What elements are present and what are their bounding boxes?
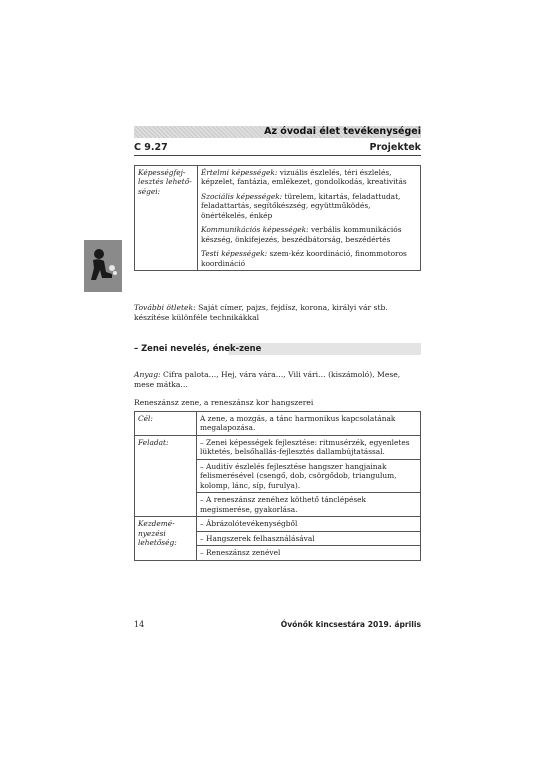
initiative-label: Kezdemé-nyezési lehetőség: (135, 517, 197, 560)
initiative-list (197, 517, 421, 560)
ability-item: Kommunikációs képességek: verbális kommunikációs készség, önkifejezés, beszédbátorság, beszédértés (201, 225, 402, 244)
renaissance-line: Reneszánsz zene, a reneszánsz kor hangszerei (134, 398, 314, 407)
material-paragraph: Anyag: Cifra palota…, Hej, vára vára…, Vili vári… (kiszámoló), Mese, mese mátka… (134, 370, 401, 390)
abilities-table (134, 165, 421, 271)
task-item: – Zenei képességek fejlesztése: ritmusérzék, egyenletes lüktetés, belsőhallás-fejlesztés dallambújtatással. (197, 436, 420, 460)
task-list (197, 435, 421, 516)
abilities-content (198, 166, 421, 271)
initiative-item: – Ábrázolótevékenységből (197, 517, 420, 531)
page-number: 14 (134, 620, 145, 629)
ability-item: Testi képességek: szem-kéz koordináció, finommotoros koordináció (201, 249, 407, 268)
side-icon-block (84, 240, 122, 292)
abilities-label: Képességfej-lesztés lehető-ségei: (135, 166, 198, 271)
ability-item: Szociális képességek: türelem, kitartás, feladattudat, feladattartás, segítőkészség, együttműködés, önértékelés, énkép (201, 191, 401, 220)
section-code: C 9.27 (134, 142, 168, 153)
task-item: – Auditív észlelés fejlesztése hangszer hangjainak felismerésével (csengő, dob, csörgődob, triangulum, kolomp, lánc, síp, furulya). (197, 460, 420, 493)
goal-label: Cél: (135, 412, 197, 436)
task-label: Feladat: (135, 435, 197, 516)
chapter-title: Az óvodai élet tevékenységei (264, 126, 421, 137)
task-item: – A reneszánsz zenéhez köthető tánclépések megismerése, gyakorlása. (200, 495, 367, 514)
initiative-item: – Hangszerek felhasználásával (197, 532, 420, 546)
ability-item: Értelmi képességek: vizuális észlelés, téri észlelés, képzelet, fantázia, emlékezet, gondolkodás, kreativitás (201, 168, 407, 187)
subsection-title: – Zenei nevelés, ének-zene (134, 343, 262, 353)
further-ideas: További ötletek: Saját címer, pajzs, fejdísz, korona, királyi vár stb. készítése különféle technikákkal (134, 303, 388, 323)
initiative-item: – Reneszánsz zenével (200, 548, 281, 558)
goal-text: A zene, a mozgás, a tánc harmonikus kapcsolatának megalapozása. (197, 412, 421, 436)
section-name: Projektek (369, 142, 421, 153)
header-divider (134, 155, 421, 156)
publication-name: Óvónők kincsestára 2019. április (280, 620, 421, 629)
child-playing-icon (88, 246, 118, 286)
music-table (134, 411, 421, 561)
